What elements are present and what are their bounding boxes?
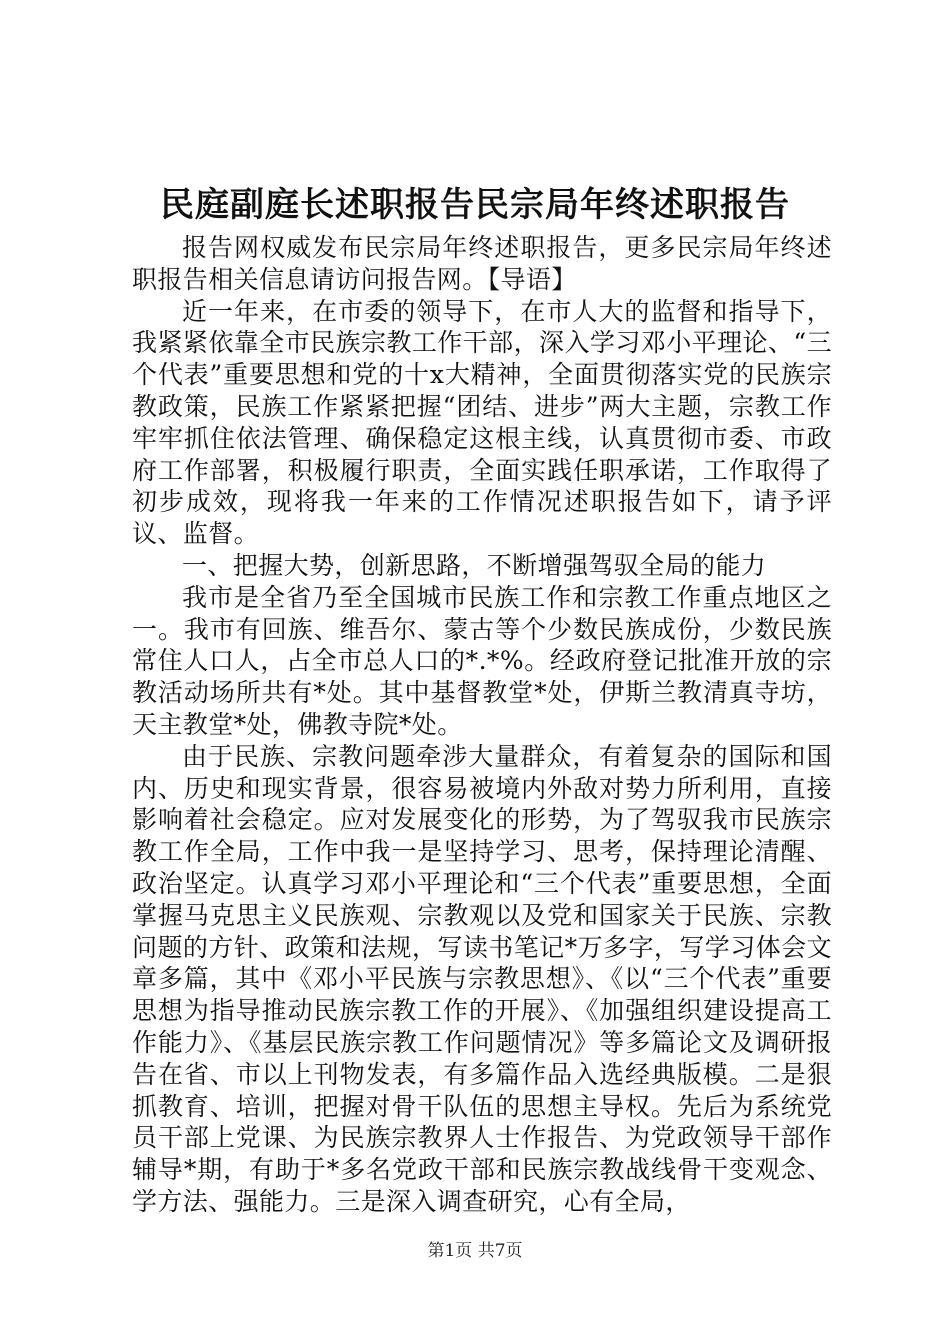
paragraph-city-background: 我市是全省乃至全国城市民族工作和宗教工作重点地区之一。我市有回族、维吾尔、蒙古等个少数民族成份，少数民族常住人口人，占全市总人口的*.*%。经政府登记批准开放的宗教活动场所共有*处。其中基督教堂*处，伊斯兰教清真寺坊，天主教堂*处，佛教寺院*处。: [132, 582, 832, 739]
page-footer: 第1页 共7页: [427, 1241, 523, 1261]
document-title: 民庭副庭长述职报告民宗局年终述职报告: [160, 185, 790, 225]
paragraph-overview: 近一年来，在市委的领导下，在市人大的监督和指导下，我紧紧依靠全市民族宗教工作干部，深入学习邓小平理论、“三个代表”重要思想和党的十x大精神，全面贯彻落实党的民族宗教政策，民族工作紧紧把握“团结、进步”两大主题，宗教工作牢牢抓住依法管理、确保稳定这根主线，认真贯彻市委、市政府工作部署，积极履行职责，全面实践任职承诺，工作取得了初步成效，现将我一年来的工作情况述职报告如下，请予评议、监督。: [132, 296, 832, 549]
document-body: [132, 232, 832, 1218]
paragraph-intro: 报告网权威发布民宗局年终述职报告，更多民宗局年终述职报告相关信息请访问报告网。【导语】: [132, 233, 832, 294]
section-heading-1: 一、把握大势，创新思路，不断增强驾驭全局的能力: [182, 550, 767, 580]
paragraph-work-details: 由于民族、宗教问题牵涉大量群众，有着复杂的国际和国内、历史和现实背景，很容易被境内外敌对势力所利用，直接影响着社会稳定。应对发展变化的形势，为了驾驭我市民族宗教工作全局，工作中我一是坚持学习、思考，保持理论清醒、政治坚定。认真学习邓小平理论和“三个代表”重要思想，全面掌握马克思主义民族观、宗教观以及党和国家关于民族、宗教问题的方针、政策和法规，写读书笔记*万多字，写学习体会文章多篇，其中《邓小平民族与宗教思想》、《以“三个代表”重要思想为指导推动民族宗教工作的开展》、《加强组织建设提高工作能力》、《基层民族宗教工作问题情况》等多篇论文及调研报告在省、市以上刊物发表，有多篇作品入选经典版模。二是狠抓教育、培训，把握对骨干队伍的思想主导权。先后为系统党员干部上党课、为民族宗教界人士作报告、为党政领导干部作辅导*期，有助于*多名党政干部和民族宗教战线骨干变观念、学方法、强能力。三是深入调查研究，心有全局，: [132, 741, 832, 1216]
